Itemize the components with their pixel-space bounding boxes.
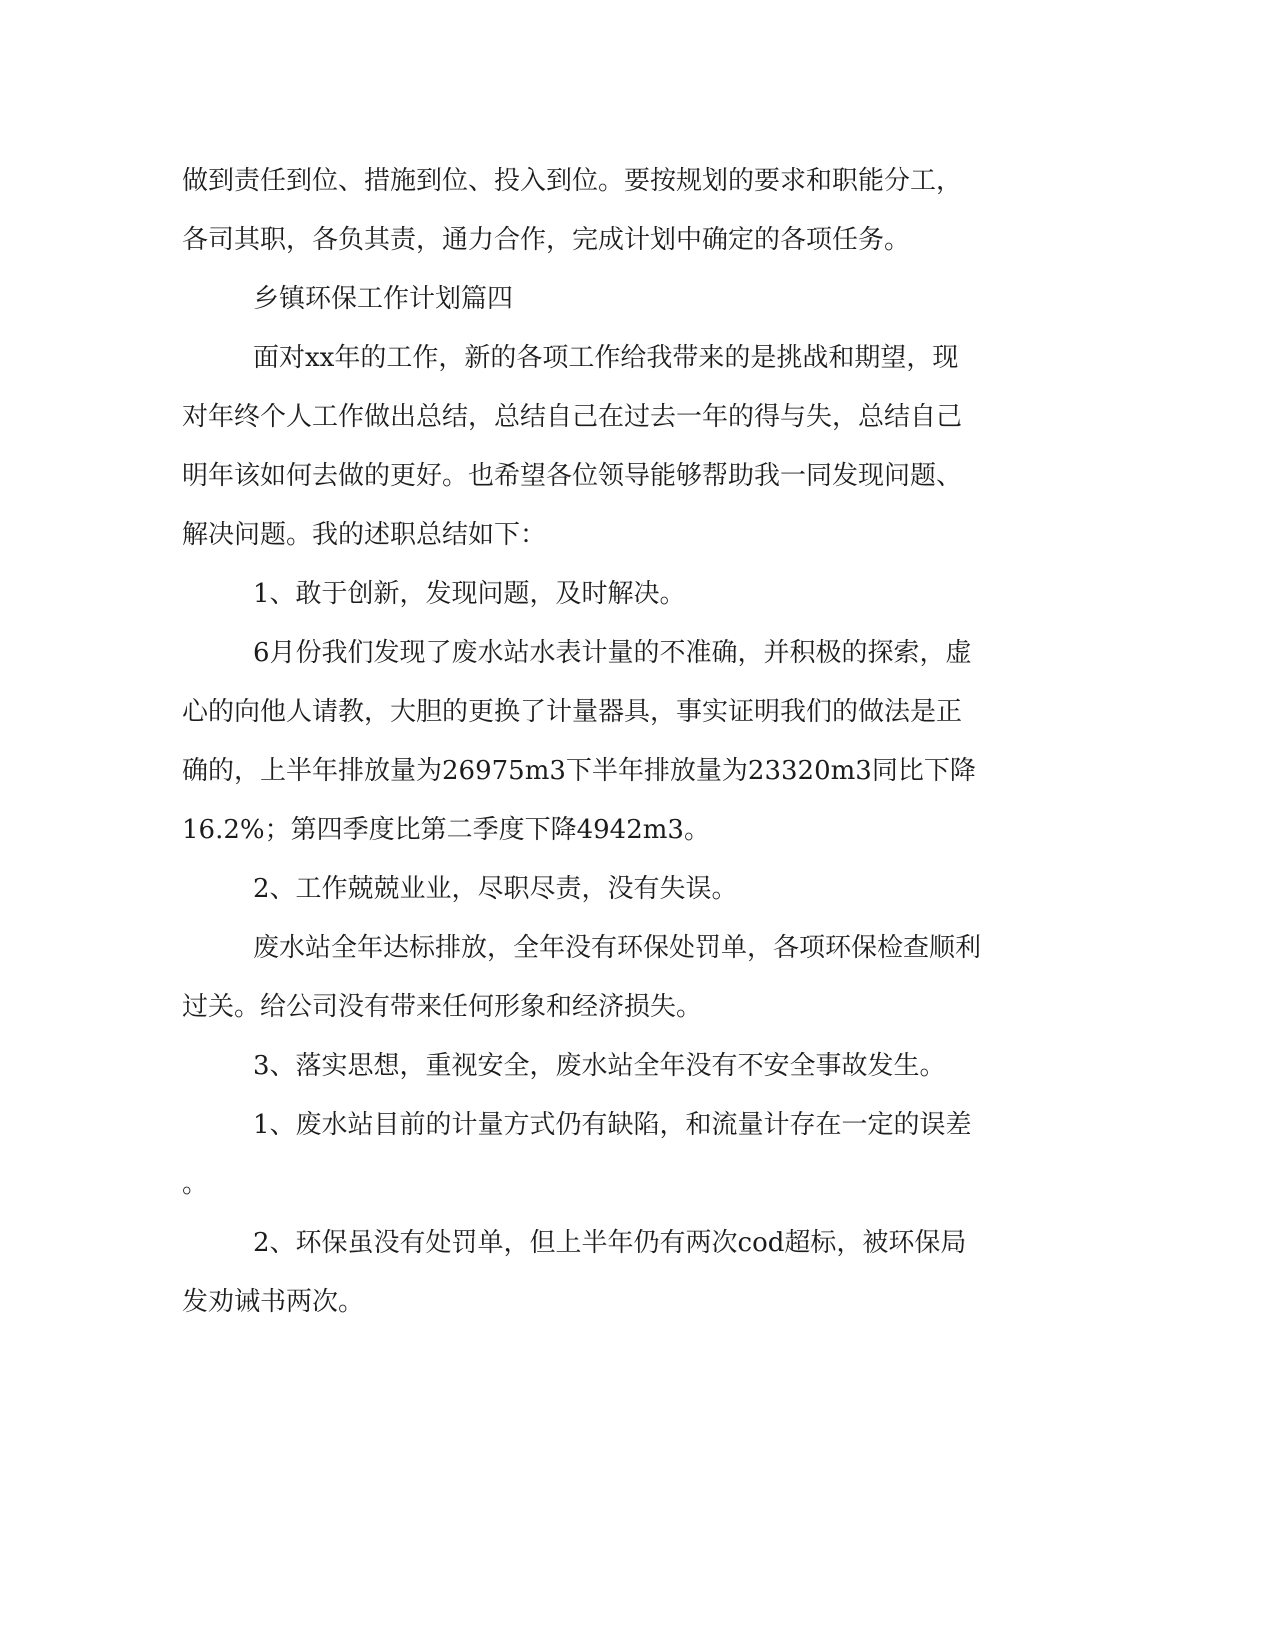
list-item-heading: 3、落实思想，重视安全，废水站全年没有不安全事故发生。 bbox=[253, 1051, 946, 1081]
list-item-heading: 1、敢于创新，发现问题，及时解决。 bbox=[253, 579, 686, 609]
paragraph-line: 过关。给公司没有带来任何形象和经济损失。 bbox=[182, 992, 703, 1022]
paragraph-line: 确的，上半年排放量为26975m3下半年排放量为23320m3同比下降 bbox=[182, 756, 976, 786]
paragraph-line: 对年终个人工作做出总结，总结自己在过去一年的得与失，总结自己 bbox=[182, 402, 963, 432]
paragraph-line: 2、环保虽没有处罚单，但上半年仍有两次cod超标，被环保局 bbox=[253, 1228, 967, 1258]
list-item-heading: 2、工作兢兢业业，尽职尽责，没有失误。 bbox=[253, 874, 738, 904]
section-heading: 乡镇环保工作计划篇四 bbox=[253, 284, 514, 314]
paragraph-line: 面对xx年的工作，新的各项工作给我带来的是挑战和期望，现 bbox=[253, 343, 959, 373]
paragraph-line: 明年该如何去做的更好。也希望各位领导能够帮助我一同发现问题、 bbox=[182, 461, 963, 491]
paragraph-line: 心的向他人请教，大胆的更换了计量器具，事实证明我们的做法是正 bbox=[182, 697, 963, 727]
paragraph-line: 发劝诫书两次。 bbox=[182, 1287, 365, 1317]
paragraph-line: 6月份我们发现了废水站水表计量的不准确，并积极的探索，虚 bbox=[253, 638, 972, 668]
paragraph-line: 废水站全年达标排放，全年没有环保处罚单，各项环保检查顺利 bbox=[253, 933, 982, 963]
paragraph-line: 做到责任到位、措施到位、投入到位。要按规划的要求和职能分工， bbox=[182, 166, 963, 196]
paragraph-line: 1、废水站目前的计量方式仍有缺陷，和流量计存在一定的误差 bbox=[253, 1110, 972, 1140]
paragraph-line: 。 bbox=[182, 1169, 209, 1199]
paragraph-line: 解决问题。我的述职总结如下： bbox=[182, 520, 547, 550]
paragraph-line: 16.2%；第四季度比第二季度下降4942m3。 bbox=[182, 815, 710, 845]
paragraph-line: 各司其职，各负其责，通力合作，完成计划中确定的各项任务。 bbox=[182, 225, 911, 255]
